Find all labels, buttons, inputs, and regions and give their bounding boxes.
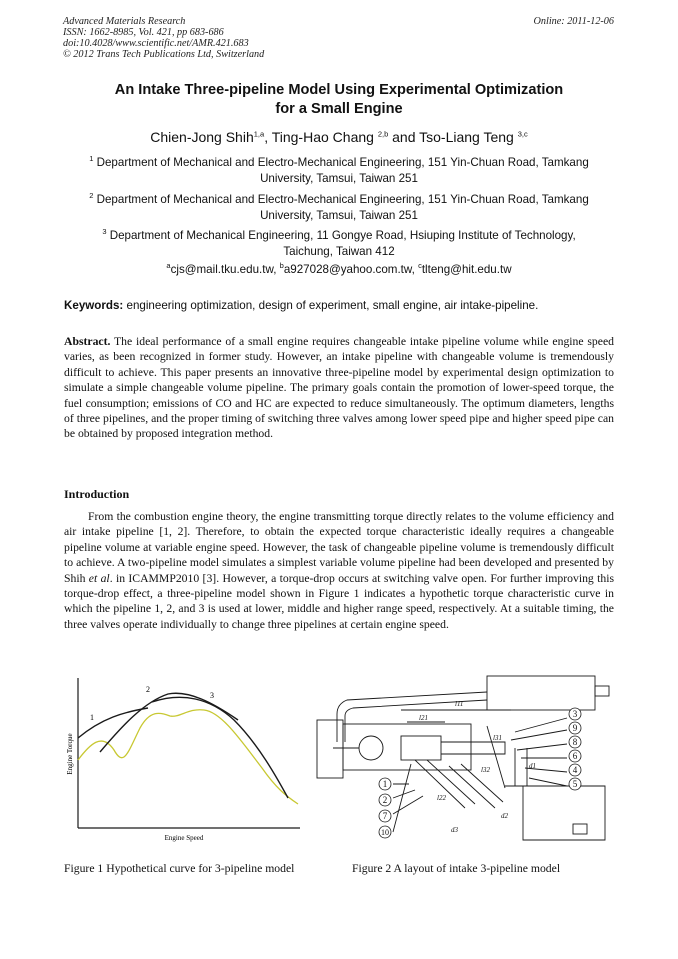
paper-title: An Intake Three-pipeline Model Using Experimental Optimization for a Small Engine	[114, 82, 564, 117]
mid-pipe	[441, 742, 505, 754]
keywords-label: Keywords:	[64, 299, 124, 312]
callout-1	[379, 778, 391, 790]
affiliation-2: $^2$ Department of Mechanical and Electro-Mechanical Engineering, 151 Yin-Chuan Road, Tamkang University, Tamsui, Taiwan 251	[89, 191, 589, 222]
yellow-envelope-curve	[78, 710, 298, 804]
callout-2	[379, 794, 391, 806]
upper-cylinder	[487, 676, 595, 710]
svg-text:5: 5	[572, 779, 578, 789]
section-heading-introduction: Introduction	[64, 487, 130, 501]
keywords	[64, 298, 624, 314]
journal-header	[63, 16, 264, 60]
svg-text:3: 3	[572, 709, 578, 719]
author-list: Chien-Jong Shih$^{1,a}$, Ting-Hao Chang $^{2,b}$ and Tso-Liang Teng $^{3,c}$	[150, 129, 528, 145]
long-pipe-outer	[337, 692, 487, 742]
curve-label-1: 1	[90, 713, 94, 722]
callout-10	[379, 826, 391, 838]
y-axis-label: Engine Torque	[66, 733, 74, 775]
figure-2-intake-layout	[315, 668, 625, 848]
copyright: © 2012 Trans Tech Publications Ltd, Switzerland	[63, 49, 265, 60]
svg-text:8: 8	[572, 737, 578, 747]
abstract-label: Abstract.	[64, 335, 111, 348]
online-date: Online: 2011-12-06	[533, 16, 614, 27]
svg-text:2: 2	[382, 795, 388, 805]
abstract-text: The ideal performance of a small engine requires changeable intake pipeline volume while engine speed varies, as been recognized in former study. However, an intake pipeline with changeable volume is tremendously difficult to achieve. This paper presents an innovative three-pipeline model by experimental design optimization to simulate a simple changeable volume pipeline. The primary goals contain the promotion of lower-speed torque, the fuel consumption; emissions of CO and HC are expected to reduce simultaneously. The optimum diameters, lengths of three pipelines, and the proper timing of switching three valves among lower speed pipe and higher speed pipe can be obtained by proposed integration method.	[64, 335, 614, 441]
dim-label-d3: d3	[451, 826, 458, 834]
keywords-text: engineering optimization, design of experiment, small engine, air intake-pipeline.	[123, 299, 539, 312]
email-c[interactable]: tlteng@hit.edu.tw	[421, 263, 512, 276]
upper-cylinder-end	[595, 686, 609, 696]
dim-label-l11: l11	[455, 700, 464, 708]
affiliation-1: $^1$ Department of Mechanical and Electro-Mechanical Engineering, 151 Yin-Chuan Road, Tamkang University, Tamsui, Taiwan 251	[89, 154, 589, 185]
svg-text:4: 4	[572, 765, 578, 775]
curve-label-2: 2	[146, 685, 150, 694]
engine-block	[523, 786, 605, 840]
email-a[interactable]: cjs@mail.tku.edu.tw,	[170, 263, 280, 276]
svg-text:7: 7	[382, 811, 388, 821]
left-body	[317, 720, 343, 778]
curve-label-3: 3	[210, 691, 214, 700]
callout-7	[379, 810, 391, 822]
pipeline-3-curve	[152, 697, 288, 798]
callout-6	[569, 750, 581, 762]
author-2: Ting-Hao Chang	[271, 129, 378, 145]
engine-port	[573, 824, 587, 834]
issn: ISSN: 1662-8985, Vol. 421, pp 683-686	[63, 27, 224, 38]
dim-label-l21: l21	[419, 714, 428, 722]
journal-name: Advanced Materials Research	[63, 16, 186, 27]
callout-3	[569, 708, 581, 720]
dim-label-l31: l31	[493, 734, 502, 742]
callout-8	[569, 736, 581, 748]
author-1: Chien-Jong Shih	[150, 129, 254, 145]
dim-label-d2: d2	[501, 812, 508, 820]
plenum-box	[343, 724, 471, 770]
svg-text:1: 1	[382, 779, 388, 789]
introduction-body: From the combustion engine theory, the engine transmitting torque directly relates to the volume efficiency and air intake pipeline [1, 2]. Therefore, to obtain the expected torque characteristic ideally requires a changeable pipeline volume at variable engine speed. However, the task of changeable pipeline volume is tremendously difficult to achieve. A two-pipeline model simulates a simplest variable volume pipeline had been developed and presented by Shih et al. in ICAMMP2010 [3]. However, a torque-drop occurs at switching valve open. For further improving this torque-drop effect, a three-pipeline model shown in Figure 1 indicates a hypothetic torque characteristic curve in which the pipeline 1, 2, and 3 is used at lower, middle and higher range speed, respectively. At a suitable timing, the three valves operate individually to change three pipelines at certain engine speed.	[64, 510, 615, 631]
figure-2-caption: Figure 2 A layout of intake 3-pipeline model	[352, 862, 561, 875]
svg-text:9: 9	[572, 723, 578, 733]
author-3: Tso-Liang Teng	[419, 129, 518, 145]
dim-label-d1: d1	[529, 762, 536, 770]
figure-1-torque-curve	[62, 672, 312, 850]
author-emails: $^a$cjs@mail.tku.edu.tw, $^b$a927028@yahoo.com.tw, $^c$tlteng@hit.edu.tw	[166, 261, 512, 276]
pipeline-2-curve	[100, 693, 238, 752]
angled-pipe-2	[449, 764, 503, 808]
figure-1-caption: Figure 1 Hypothetical curve for 3-pipeline model	[64, 862, 295, 875]
throttle-circle	[359, 736, 383, 760]
doi: doi:10.4028/www.scientific.net/AMR.421.683	[63, 38, 249, 49]
abstract	[64, 334, 614, 442]
callout-4	[569, 764, 581, 776]
svg-text:10: 10	[381, 828, 389, 837]
callout-9	[569, 722, 581, 734]
email-b[interactable]: a927028@yahoo.com.tw,	[283, 263, 419, 276]
callout-5	[569, 778, 581, 790]
right-leaders	[511, 718, 567, 786]
left-leaders	[393, 764, 423, 832]
dim-label-l32: l32	[481, 766, 490, 774]
svg-text:6: 6	[572, 751, 578, 761]
x-axis-label: Engine Speed	[164, 834, 204, 842]
chamber-box	[401, 736, 441, 760]
affiliation-3: $^3$ Department of Mechanical Engineering, 11 Gongye Road, Hsiuping Institute of Technology, Taichung, Taiwan 412	[102, 227, 576, 258]
dim-label-l22: l22	[437, 794, 446, 802]
